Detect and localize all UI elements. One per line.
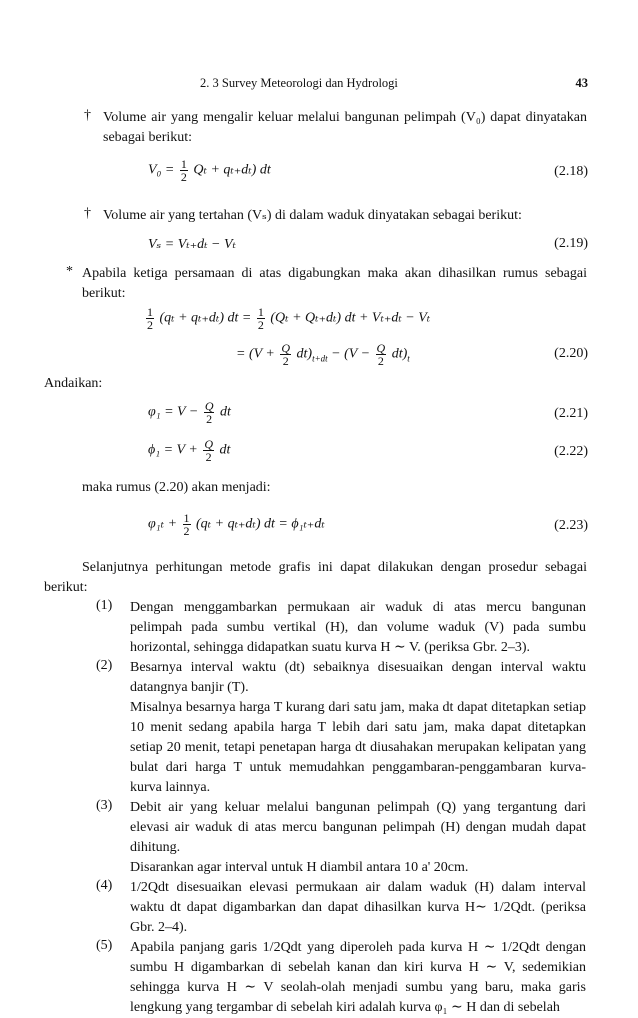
list-item: Debit air yang keluar melalui bangunan pelimpah (Q) yang tergantung dari elevasi air waduk di atas mercu bangunan pelimpah (H) dengan mudah dapat dihitung.	[130, 800, 586, 855]
list-item-continuation: Disarankan agar interval untuk H diambil antara 10 a' 20cm.	[130, 860, 469, 875]
intro-paragraph-1: Volume air yang mengalir keluar melalui bangunan pelimpah (V₀) dapat dinyatakan sebagai berikut:	[103, 110, 587, 145]
page-number: 43	[575, 76, 588, 90]
running-header: 2. 3 Survey Meteorologi dan Hydrologi	[200, 76, 398, 90]
intro-paragraph-3: Apabila ketiga persamaan di atas digabungkan maka akan dihasilkan rumus sebagai berikut:	[82, 266, 587, 301]
dagger-bullet: †	[84, 206, 91, 221]
list-item: Besarnya interval waktu (dt) sebaiknya disesuaikan dengan interval waktu datangnya banjir (T).	[130, 660, 586, 695]
list-item-number: (5)	[96, 938, 113, 953]
star-bullet: *	[66, 264, 73, 279]
list-item: 1/2Qdt disesuaikan elevasi permukaan air dalam waduk (H) dalam interval waktu dt dapat digambarkan dan dapat dihasilkan kurva H∼ 1/2Qdt. (periksa Gbr. 2–4).	[130, 880, 586, 935]
intro-paragraph-2: Volume air yang tertahan (Vₛ) di dalam waduk dinyatakan sebagai berikut:	[103, 208, 522, 223]
equation-2-18: V₀ = $\frac{1}{2}$ Qₜ + qₜ₊dₜ) dt	[148, 157, 271, 184]
equation-number-2-20: (2.20)	[554, 346, 588, 361]
list-item: Apabila panjang garis 1/2Qdt yang diperoleh pada kurva H ∼ 1/2Qdt dengan sumbu H digambarkan di sebelah kanan dan kiri kurva H ∼ V, sedemikian sehingga kurva H ∼ V seolah-olah menjadi sumbu yang baru, maka garis lengkung yang tergambar di sebelah kiri adalah kurva φ₁ ∼ H dan di sebelah	[130, 940, 586, 1015]
list-item-number: (2)	[96, 658, 113, 673]
equation-number-2-23: (2.23)	[554, 518, 588, 533]
list-item-number: (1)	[96, 598, 113, 613]
list-item-continuation: Misalnya besarnya harga T kurang dari satu jam, maka dt dapat ditetapkan setiap 10 menit sedang apabila harga T lebih dari satu jam, maka dapat ditetapkan setiap 20 menit, tetapi penetapan harga dt diusahakan merupakan kelipatan yang bulat dari harga T untuk memudahkan penggambaran-penggambaran kurva-kurva lainnya.	[130, 700, 586, 795]
equation-2-20-line-2: = (V + $\frac{Q}{2}$ $dt)_{t+dt} - (V$ − $\frac{Q}{2}$ $dt)_t$	[236, 341, 410, 368]
equation-2-20-line-1: $\frac{1}{2}$ (qₜ + qₜ₊dₜ) dt = $\frac{1}{2}$ (Qₜ + Qₜ₊dₜ) dt + Vₜ₊dₜ − Vₜ	[147, 305, 431, 332]
list-item-number: (4)	[96, 878, 113, 893]
equation-number-2-21: (2.21)	[554, 406, 588, 421]
andaikan-label: Andaikan:	[44, 376, 103, 391]
equation-2-19: Vₛ = Vₜ₊dₜ − Vₜ	[148, 237, 237, 252]
equation-number-2-22: (2.22)	[554, 444, 588, 459]
equation-2-22: ϕ₁ = V + $\frac{Q}{2}$ dt	[148, 437, 231, 464]
maka-paragraph: maka rumus (2.20) akan menjadi:	[82, 480, 271, 495]
equation-2-23: φ₁ₜ + $\frac{1}{2}$ (qₜ + qₜ₊dₜ) dt = ϕ₁ₜ₊dₜ	[148, 511, 325, 538]
list-item: Dengan menggambarkan permukaan air waduk di atas mercu bangunan pelimpah pada sumbu vertikal (H), dan volume waduk (V) pada sumbu horizontal, sehingga didapatkan suatu kurva H ∼ V. (periksa Gbr. 2–3).	[130, 600, 586, 655]
equation-2-21: φ₁ = V − $\frac{Q}{2}$ dt	[148, 399, 231, 426]
equation-number-2-18: (2.18)	[554, 164, 588, 179]
equation-number-2-19: (2.19)	[554, 236, 588, 251]
list-item-number: (3)	[96, 798, 113, 813]
dagger-bullet: †	[84, 108, 91, 123]
procedure-intro: Selanjutnya perhitungan metode grafis ini dapat dilakukan dengan prosedur sebagai berikut:	[44, 560, 587, 595]
